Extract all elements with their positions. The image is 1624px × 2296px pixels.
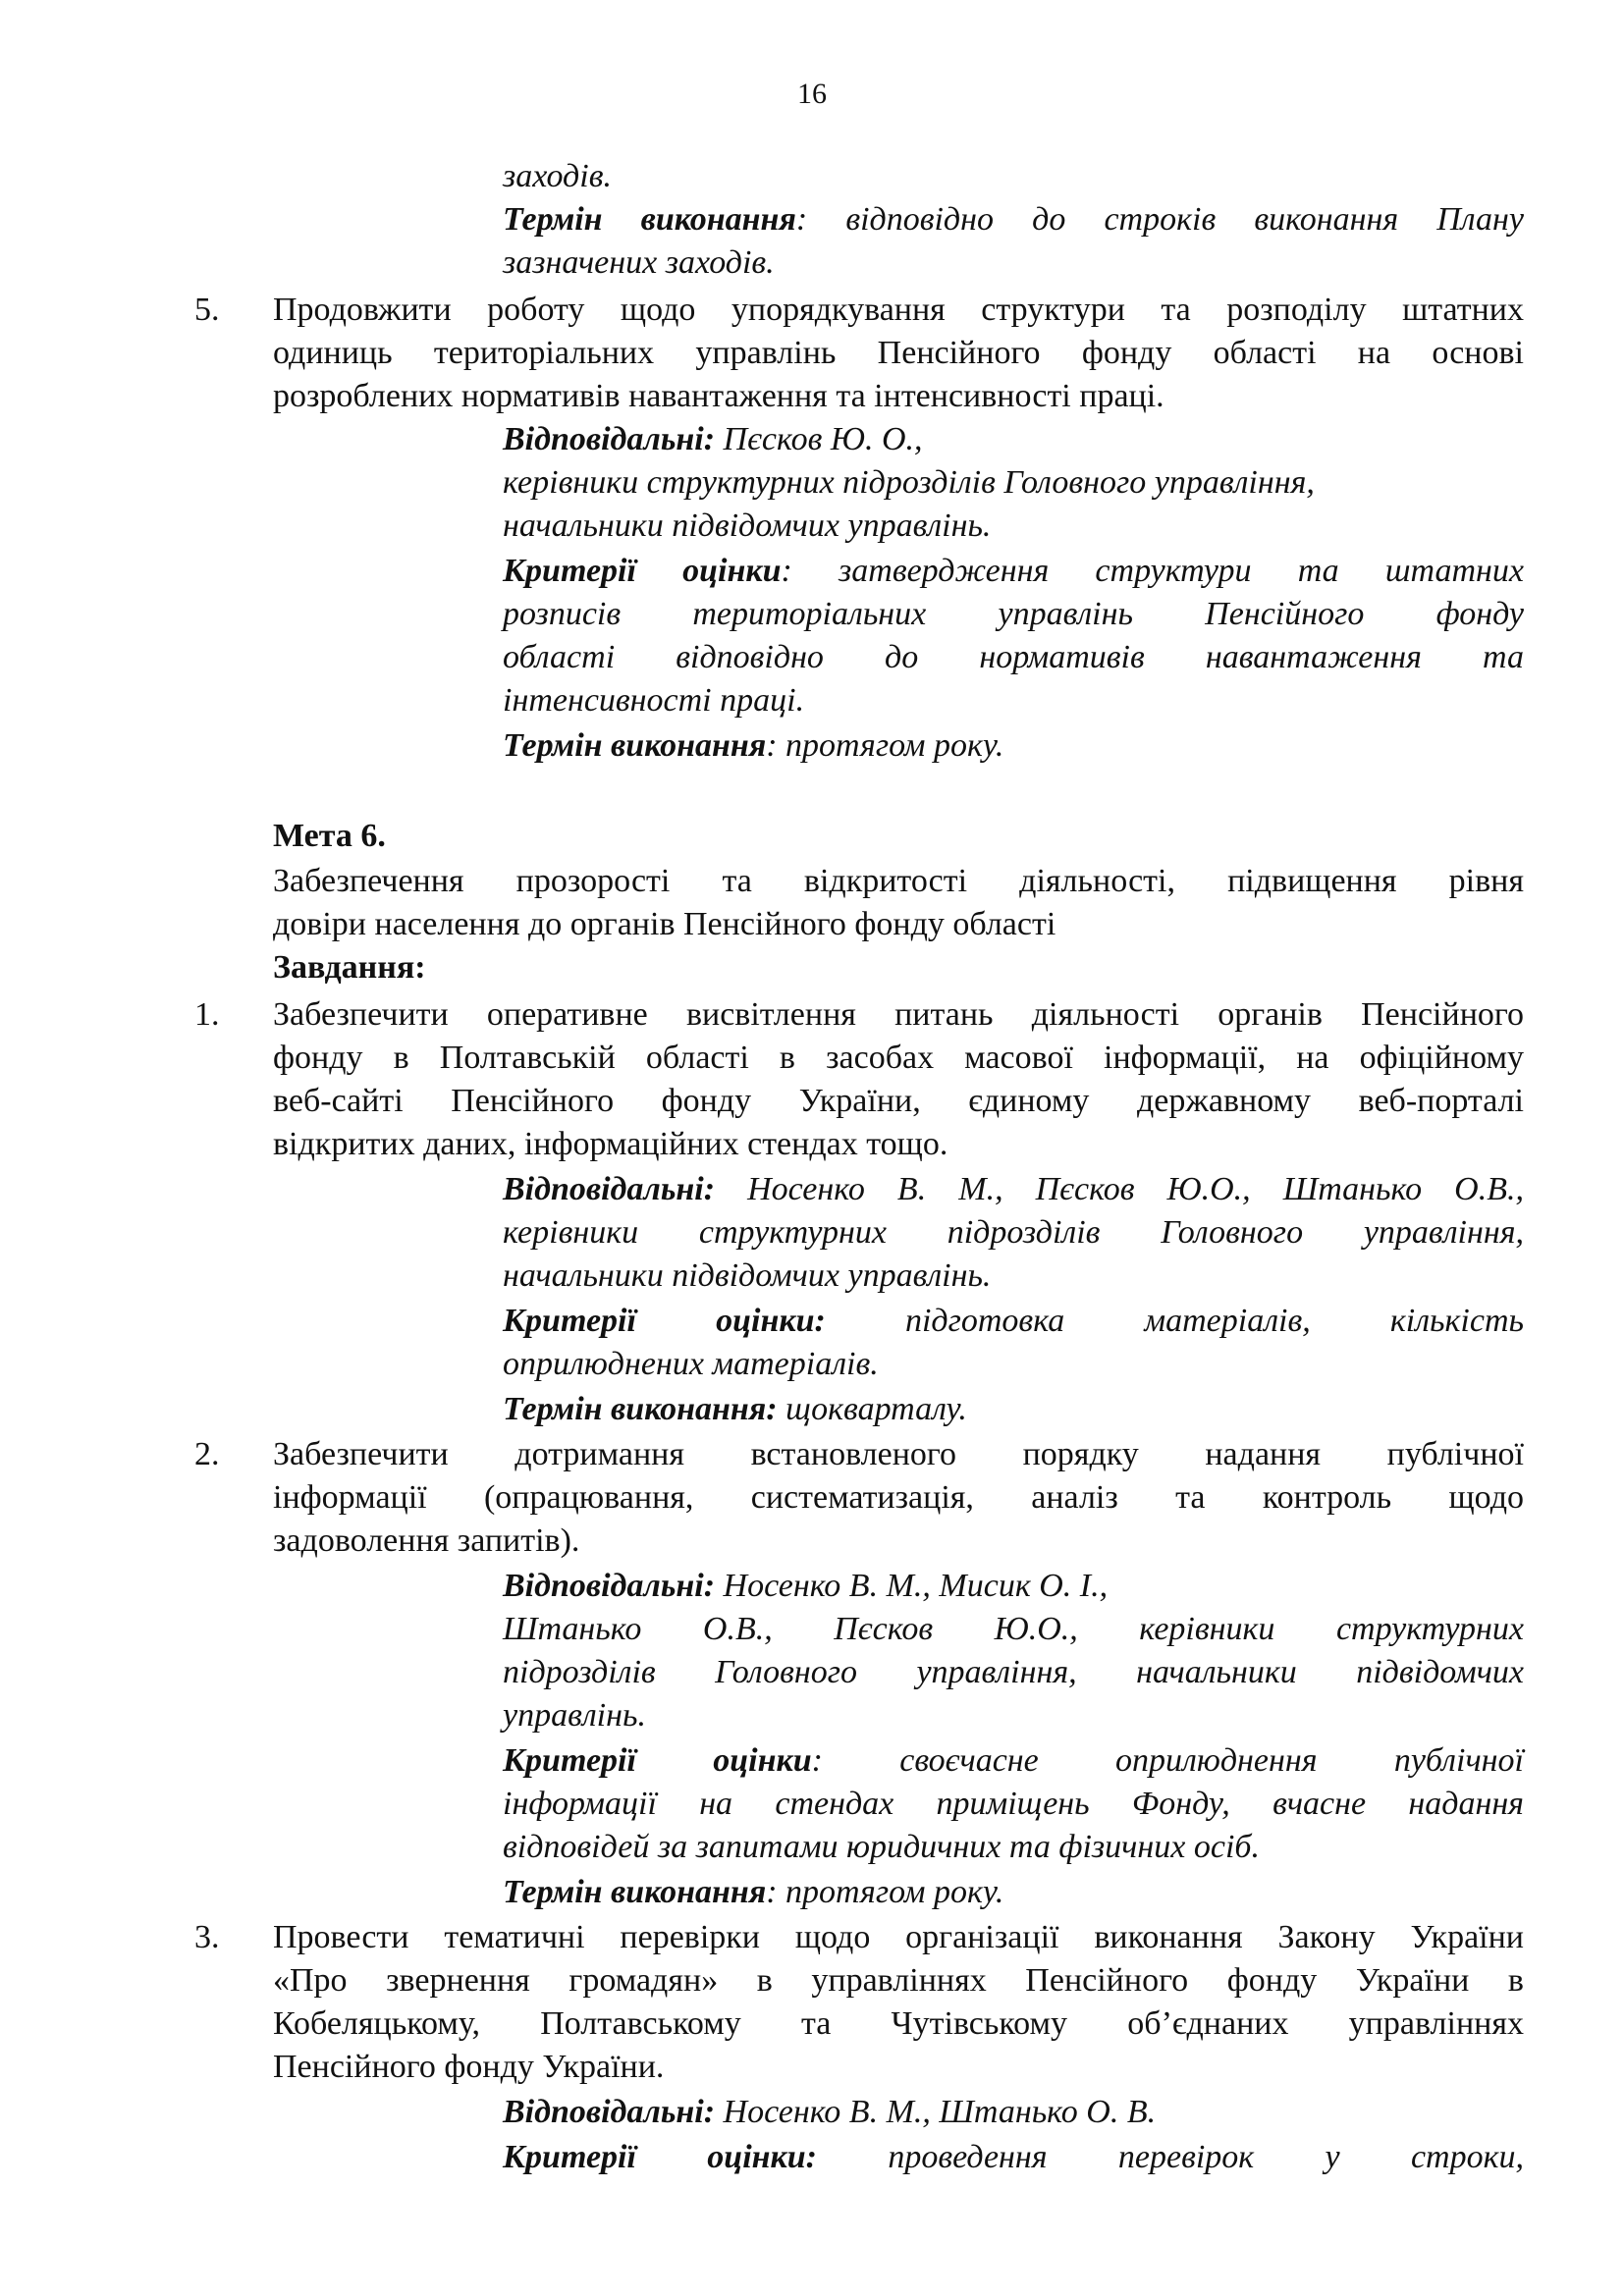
criteria-text: : своєчасне оприлюднення публічної — [811, 1742, 1524, 1779]
term-label: Термін виконання — [503, 1874, 767, 1910]
responsible-line — [503, 418, 923, 461]
responsible-text: Носенко В. М., Штанько О. В. — [715, 2094, 1157, 2130]
responsible-line — [503, 2091, 1156, 2134]
responsible-cont: начальники підвідомчих управлінь. — [503, 1257, 992, 1294]
item-text: веб-сайті Пенсійного фонду України, єдиному державному веб-порталі — [273, 1083, 1524, 1119]
term-label: Термін виконання: — [503, 1391, 778, 1427]
criteria-cont: розписів територіальних управлінь Пенсійного фонду — [503, 596, 1524, 632]
item-text: інформації (опрацювання, систематизація, аналіз та контроль щодо — [273, 1479, 1524, 1516]
responsible-text: Пєсков Ю. О., — [715, 421, 923, 457]
page-number: 16 — [797, 78, 827, 110]
item-text: розроблених нормативів навантаження та інтенсивності праці. — [273, 378, 1164, 414]
criteria-text: : затвердження структури та штатних — [781, 553, 1524, 589]
item-text: «Про звернення громадян» в управліннях Пенсійного фонду України в — [273, 1962, 1524, 1999]
term-line — [503, 1388, 967, 1431]
responsible-label: Відповідальні: — [503, 2094, 716, 2130]
responsible-cont: керівники структурних підрозділів Головного управління, — [503, 1214, 1524, 1251]
item-text: Провести тематичні перевірки щодо організації виконання Закону України — [273, 1919, 1524, 1955]
term-label: Термін виконання — [503, 201, 796, 238]
item-number: 1. — [194, 996, 220, 1033]
item-text: Продовжити роботу щодо упорядкування структури та розподілу штатних — [273, 292, 1524, 328]
responsible-text: Носенко В. М., Мисик О. І., — [715, 1568, 1109, 1604]
item-text: одиниць територіальних управлінь Пенсійного фонду області на основі — [273, 335, 1524, 371]
term-label: Термін виконання — [503, 727, 767, 764]
item-text: Забезпечити дотримання встановленого порядку надання публічної — [273, 1436, 1524, 1472]
criteria-cont: інформації на стендах приміщень Фонду, вчасне надання — [503, 1786, 1524, 1822]
term-text: щокварталу. — [777, 1391, 967, 1427]
item-number: 2. — [194, 1436, 220, 1472]
item-text: фонду в Полтавській області в засобах масової інформації, на офіційному — [273, 1040, 1524, 1076]
tasks-heading: Завдання: — [273, 949, 426, 986]
responsible-cont: начальники підвідомчих управлінь. — [503, 507, 992, 544]
criteria-text: підготовка матеріалів, кількість — [904, 1303, 1524, 1339]
term-line-cont: зазначених заходів. — [503, 244, 775, 281]
criteria-cont: оприлюднених матеріалів. — [503, 1346, 879, 1382]
criteria-label: Критерії оцінки: — [503, 1303, 826, 1339]
responsible-label: Відповідальні: — [503, 421, 716, 457]
responsible-cont: управлінь. — [503, 1697, 646, 1734]
item-text: Кобеляцькому, Полтавському та Чутівському об’єднаних управліннях — [273, 2005, 1524, 2042]
term-text: : протягом року. — [766, 1874, 1004, 1910]
term-line — [503, 198, 1524, 241]
criteria-cont: відповідей за запитами юридичних та фізичних осіб. — [503, 1829, 1260, 1865]
criteria-cont: області відповідно до нормативів навантаження та — [503, 639, 1524, 675]
responsible-label: Відповідальні: — [503, 1171, 716, 1207]
term-line — [503, 1871, 1003, 1914]
criteria-cont: інтенсивності праці. — [503, 682, 805, 719]
item-text: Пенсійного фонду України. — [273, 2049, 665, 2085]
term-text: : протягом року. — [766, 727, 1004, 764]
term-text: : відповідно до строків виконання Плану — [795, 201, 1525, 238]
criteria-line — [503, 1300, 1524, 1343]
responsible-cont: підрозділів Головного управління, начальники підвідомчих — [503, 1654, 1524, 1690]
responsible-text: Носенко В. М., Пєсков Ю.О., Штанько О.В., — [715, 1171, 1524, 1207]
criteria-text: проведення перевірок у строки, — [888, 2139, 1524, 2175]
term-line — [503, 724, 1003, 768]
responsible-line — [503, 1168, 1524, 1211]
item-text: задоволення запитів). — [273, 1522, 580, 1559]
responsible-label: Відповідальні: — [503, 1568, 716, 1604]
criteria-line — [503, 2136, 1524, 2179]
goal-title: Мета 6. — [273, 818, 386, 854]
criteria-line — [503, 1739, 1524, 1783]
criteria-label: Критерії оцінки — [503, 1742, 812, 1779]
criteria-line — [503, 550, 1524, 593]
item-text: відкритих даних, інформаційних стендах тощо. — [273, 1126, 948, 1162]
item-number: 3. — [194, 1919, 220, 1955]
continuation-line: заходів. — [503, 158, 612, 194]
criteria-label: Критерії оцінки: — [503, 2139, 817, 2175]
responsible-line — [503, 1565, 1108, 1608]
goal-text: Забезпечення прозорості та відкритості діяльності, підвищення рівня — [273, 863, 1524, 899]
responsible-cont: керівники структурних підрозділів Головного управління, — [503, 464, 1315, 501]
criteria-label: Критерії оцінки — [503, 553, 782, 589]
item-number: 5. — [194, 292, 220, 328]
responsible-cont: Штанько О.В., Пєсков Ю.О., керівники структурних — [503, 1611, 1524, 1647]
goal-text: довіри населення до органів Пенсійного фонду області — [273, 906, 1056, 942]
item-text: Забезпечити оперативне висвітлення питань діяльності органів Пенсійного — [273, 996, 1524, 1033]
